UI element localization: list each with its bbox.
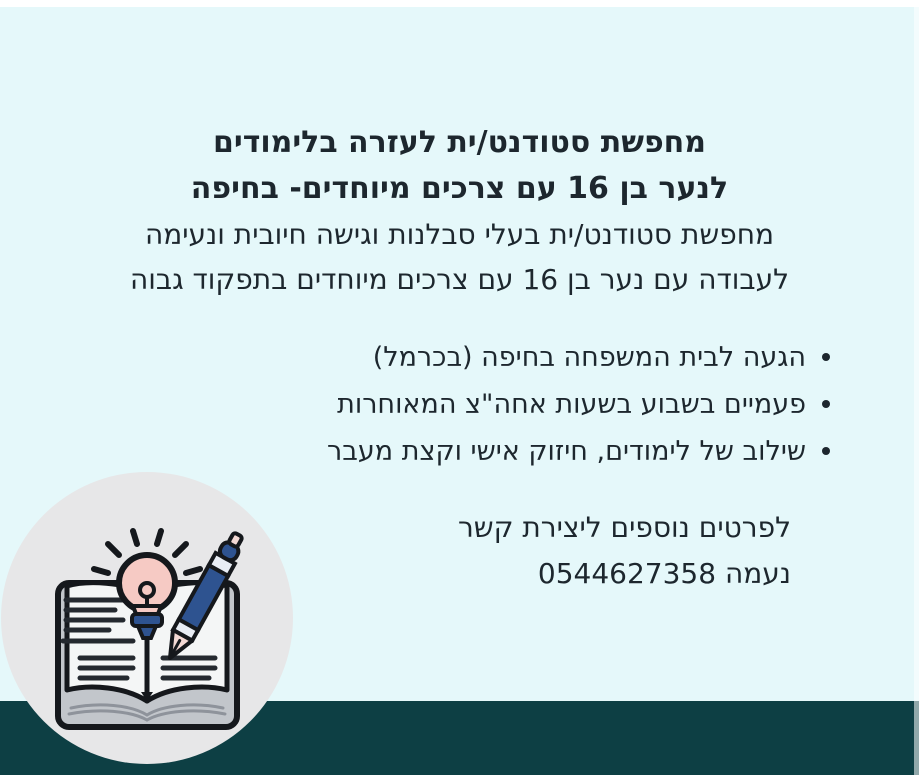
contact-block [458,505,791,597]
right-edge-strip [914,0,919,775]
top-edge-strip [0,0,919,7]
intro-text [10,212,909,302]
bullet-item: הגעה לבית המשפחה בחיפה (בכרמל) [327,334,833,381]
page-title-line-1: מחפשת סטודנט/ית לעזרה בלימודים [212,125,707,160]
intro-line-1: מחפשת סטודנט/ית בעלי סבלנות וגישה חיובית ונעימה [144,218,775,251]
illustration-circle [1,472,293,764]
contact-heading: לפרטים נוספים ליצירת קשר [457,511,791,544]
contact-line [458,551,791,597]
bullet-item: פעמיים בשבוע בשעות אחה"צ המאוחרות [327,381,833,428]
page-title [30,120,889,212]
page-title-line-2: לנער בן 16 עם צרכים מיוחדים- בחיפה [190,171,729,206]
contact-name: נעמה [724,557,791,590]
contact-phone: 0544627358 [537,557,717,590]
bullet-list [327,334,833,475]
intro-line-2: לעבודה עם נער בן 16 עם צרכים מיוחדים בתפקוד גבוה [129,263,790,296]
book-lightbulb-pen-icon [19,508,259,733]
bullet-item: שילוב של לימודים, חיזוק אישי וקצת מעבר [327,428,833,475]
